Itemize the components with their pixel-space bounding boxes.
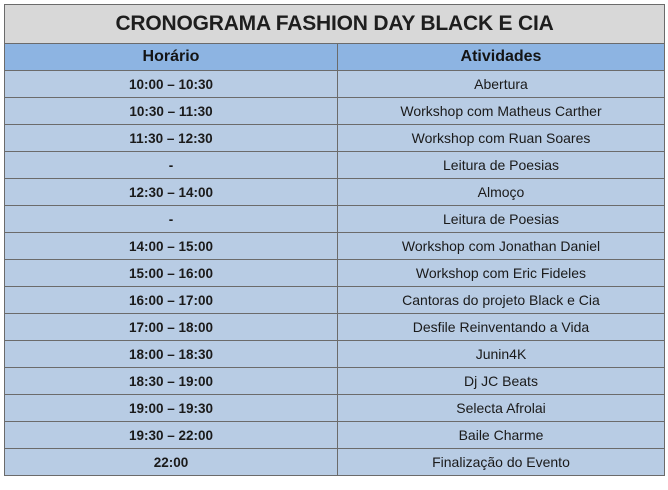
table-row bbox=[5, 287, 665, 314]
header-time: Horário bbox=[5, 44, 338, 71]
time-cell: 18:30 – 19:00 bbox=[5, 368, 338, 395]
activity-cell: Leitura de Poesias bbox=[338, 206, 665, 233]
activity-cell: Dj JC Beats bbox=[338, 368, 665, 395]
time-cell: 12:30 – 14:00 bbox=[5, 179, 338, 206]
time-cell: 17:00 – 18:00 bbox=[5, 314, 338, 341]
schedule-table bbox=[4, 4, 665, 476]
table-row bbox=[5, 260, 665, 287]
table-row bbox=[5, 368, 665, 395]
activity-cell: Finalização do Evento bbox=[338, 449, 665, 476]
activity-cell: Selecta Afrolai bbox=[338, 395, 665, 422]
time-cell: 10:00 – 10:30 bbox=[5, 71, 338, 98]
activity-cell: Leitura de Poesias bbox=[338, 152, 665, 179]
activity-cell: Abertura bbox=[338, 71, 665, 98]
time-cell: 19:00 – 19:30 bbox=[5, 395, 338, 422]
table-row bbox=[5, 233, 665, 260]
table-row bbox=[5, 341, 665, 368]
activity-cell: Workshop com Matheus Carther bbox=[338, 98, 665, 125]
time-cell: 15:00 – 16:00 bbox=[5, 260, 338, 287]
time-cell: 18:00 – 18:30 bbox=[5, 341, 338, 368]
time-cell: 10:30 – 11:30 bbox=[5, 98, 338, 125]
table-row bbox=[5, 422, 665, 449]
time-cell: - bbox=[5, 152, 338, 179]
schedule-sheet bbox=[4, 4, 664, 486]
time-cell: 14:00 – 15:00 bbox=[5, 233, 338, 260]
activity-cell: Cantoras do projeto Black e Cia bbox=[338, 287, 665, 314]
table-row bbox=[5, 98, 665, 125]
table-row bbox=[5, 152, 665, 179]
activity-cell: Desfile Reinventando a Vida bbox=[338, 314, 665, 341]
title-row bbox=[5, 5, 665, 44]
table-row bbox=[5, 449, 665, 476]
table-row bbox=[5, 179, 665, 206]
activity-cell: Junin4K bbox=[338, 341, 665, 368]
time-cell: 19:30 – 22:00 bbox=[5, 422, 338, 449]
header-activity: Atividades bbox=[338, 44, 665, 71]
time-cell: - bbox=[5, 206, 338, 233]
time-cell: 16:00 – 17:00 bbox=[5, 287, 338, 314]
activity-cell: Baile Charme bbox=[338, 422, 665, 449]
table-row bbox=[5, 395, 665, 422]
activity-cell: Workshop com Ruan Soares bbox=[338, 125, 665, 152]
activity-cell: Almoço bbox=[338, 179, 665, 206]
table-row bbox=[5, 71, 665, 98]
activity-cell: Workshop com Eric Fideles bbox=[338, 260, 665, 287]
schedule-title: CRONOGRAMA FASHION DAY BLACK E CIA bbox=[5, 5, 665, 44]
time-cell: 11:30 – 12:30 bbox=[5, 125, 338, 152]
time-cell: 22:00 bbox=[5, 449, 338, 476]
header-row bbox=[5, 44, 665, 71]
activity-cell: Workshop com Jonathan Daniel bbox=[338, 233, 665, 260]
table-row bbox=[5, 125, 665, 152]
table-row bbox=[5, 206, 665, 233]
table-row bbox=[5, 314, 665, 341]
